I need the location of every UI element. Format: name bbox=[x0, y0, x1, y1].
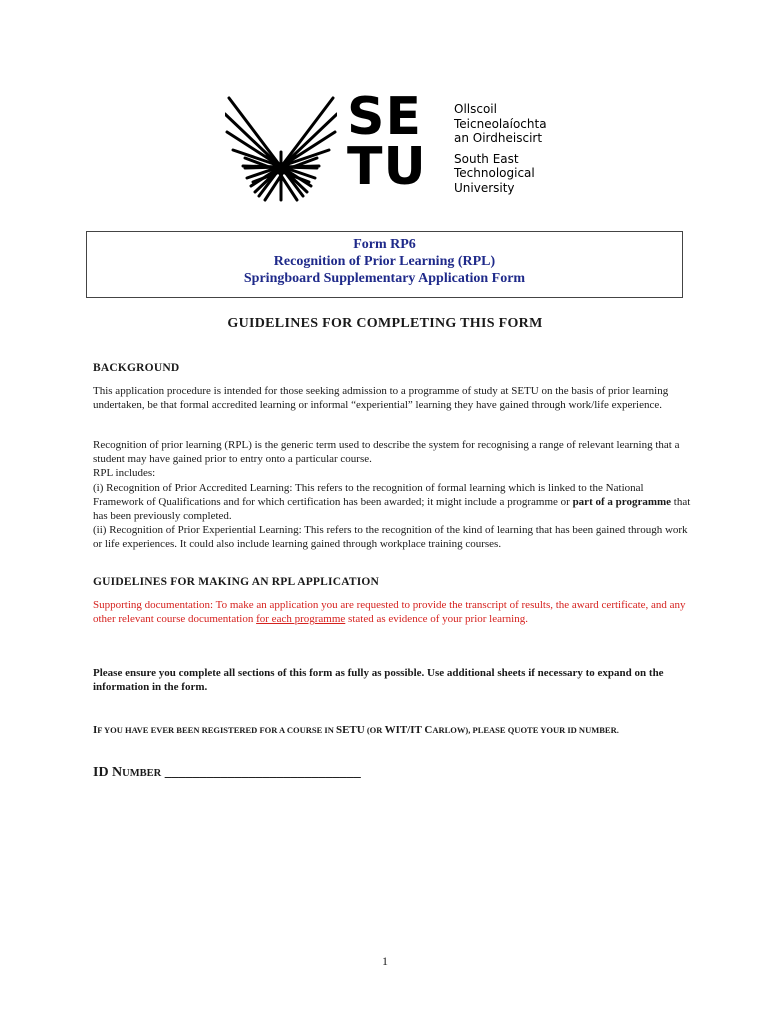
rpl-accredited-end: that has been previously completed. bbox=[93, 495, 691, 523]
logo-wordmark bbox=[454, 102, 547, 195]
id-request-setu: SETU bbox=[335, 724, 365, 736]
logo-english-line-3: University bbox=[454, 180, 515, 195]
logo-irish-line-3: an Oirdheiscirt bbox=[454, 131, 543, 145]
logo-english-line-2: Technological bbox=[454, 166, 535, 180]
rpl-includes: RPL includes: bbox=[93, 467, 156, 480]
page-heading: GUIDELINES FOR COMPLETING THIS FORM bbox=[227, 316, 543, 331]
id-number-field[interactable] bbox=[93, 765, 361, 781]
form-code: Form RP6 bbox=[353, 237, 416, 252]
background-paragraph-1: This application procedure is intended for those seeking admission to a programme of study at SETU on the basis of prior learning undertaken, be that formal accredited learning or informal “experiential” learning they have gained through work/life experience. bbox=[93, 385, 669, 412]
completion-note: Please ensure you complete all sections of this form as fully as possible. Use additional sheets if necessary to expand on the information in the form. bbox=[93, 667, 664, 694]
guidelines-heading: GUIDELINES FOR MAKING AN RPL APPLICATION bbox=[93, 576, 380, 588]
id-number-blank[interactable]: ____________________________ bbox=[161, 765, 361, 780]
rpl-experiential: (ii) Recognition of Prior Experiential Learning: This refers to the recognition of the kind of learning that has been gained through work or life experiences. It could also include learning gained through workplace training courses. bbox=[93, 524, 688, 551]
supporting-doc-text: Supporting documentation: To make an application you are requested to provide the transcript of results, the award certificate, and any other relevant course documentation bbox=[93, 599, 686, 626]
form-title-box bbox=[86, 231, 683, 298]
rpl-definition: Recognition of prior learning (RPL) is the generic term used to describe the system for recognising a range of relevant learning that a student may have gained prior to entry onto a particular course. bbox=[93, 439, 680, 466]
id-number-label-initial: ID N bbox=[93, 765, 123, 780]
id-request-note bbox=[93, 723, 693, 737]
background-paragraph-2 bbox=[93, 438, 693, 552]
supporting-documentation-note bbox=[93, 598, 693, 626]
supporting-doc-text-end: stated as evidence of your prior learning. bbox=[345, 613, 528, 626]
id-request-initial: I bbox=[93, 724, 98, 736]
form-subtitle: Recognition of Prior Learning (RPL) bbox=[273, 254, 496, 269]
logo-irish-line-2: Teicneolaíochta bbox=[454, 116, 547, 131]
rpl-accredited: (i) Recognition of Prior Accredited Learning: This refers to the recognition of formal learning which is linked to the National Framework of Qualifications and for which certification has been awarded; it might include a programme or bbox=[93, 481, 644, 508]
setu-logo-mark-icon bbox=[225, 92, 337, 204]
id-number-label-rest: UMBER bbox=[122, 768, 162, 779]
logo-irish-line-1: Ollscoil bbox=[454, 102, 497, 116]
rpl-accredited-bold: part of a programme bbox=[572, 495, 672, 508]
background-heading: BACKGROUND bbox=[93, 362, 180, 374]
logo-english-line-1: South East bbox=[454, 151, 519, 166]
logo-letters bbox=[347, 87, 427, 197]
setu-logo bbox=[225, 87, 555, 204]
id-request-part-3: ARLOW bbox=[432, 725, 466, 735]
page-number: 1 bbox=[382, 954, 388, 968]
logo-letters-bottom: TU bbox=[347, 137, 427, 197]
form-name: Springboard Supplementary Application Form bbox=[243, 271, 526, 286]
id-request-wit: WIT/IT C bbox=[384, 724, 433, 736]
supporting-doc-underlined: for each programme bbox=[256, 613, 346, 626]
logo-letters-top: SE bbox=[347, 87, 422, 147]
id-request-part-2: (OR bbox=[364, 725, 385, 735]
id-request-part-4: ), PLEASE QUOTE YOUR ID NUMBER. bbox=[465, 725, 619, 735]
id-request-part-1: F YOU HAVE EVER BEEN REGISTERED FOR A COURSE IN bbox=[97, 725, 336, 735]
